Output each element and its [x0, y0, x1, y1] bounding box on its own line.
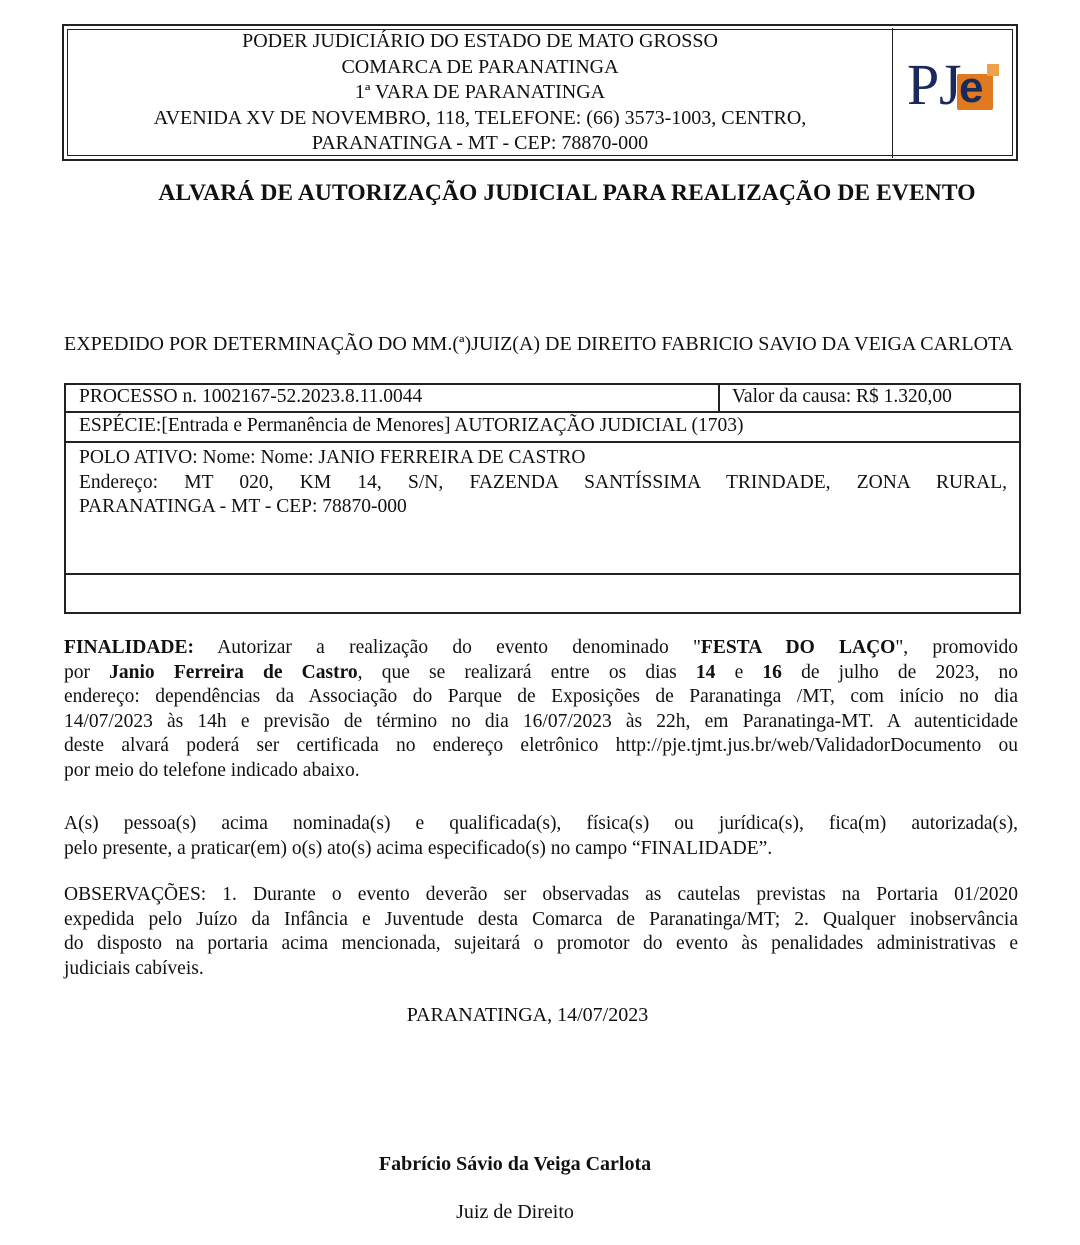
signer-name: Fabrício Sávio da Veiga Carlota [378, 1153, 652, 1175]
finalidade-line-1 [64, 636, 1018, 661]
case-value: Valor da causa: R$ 1.320,00 [718, 383, 1019, 413]
polo-ativo-row [66, 443, 1019, 575]
finalidade-line-5: deste alvará poderá ser certificada no endereço eletrônico http://pje.tjmt.jus.br/web/ValidadorDocumento ou [64, 735, 1018, 756]
finalidade-line-3: endereço: dependências da Associação do Parque de Exposições de Paranatinga /MT, com início no dia [64, 686, 1018, 707]
finalidade-line-4: 14/07/2023 às 14h e previsão de término no dia 16/07/2023 às 22h, em Paranatinga-MT. A autenticidade [64, 710, 1018, 732]
pje-logo [892, 30, 1012, 155]
observacoes-line-1: OBSERVAÇÕES: 1. Durante o evento deverão ser observadas as cautelas previstas na Portaria 01/2020 [64, 884, 1018, 905]
header-line-3: 1ª VARA DE PARANATINGA [354, 81, 606, 103]
process-number: PROCESSO n. 1002167-52.2023.8.11.0044 [79, 386, 423, 407]
finalidade-text: por [64, 661, 90, 683]
observacoes-line-3: do disposto na portaria acima mencionada, sujeitará o promotor do evento às penalidades administrativas e [64, 933, 1018, 954]
finalidade-label: FINALIDADE: [64, 637, 195, 658]
finalidade-line-6: por meio do telefone indicado abaixo. [64, 759, 360, 781]
header-line-1: PODER JUDICIÁRIO DO ESTADO DE MATO GROSSO [242, 30, 718, 52]
polo-ativo-name: POLO ATIVO: Nome: Nome: JANIO FERREIRA DE CASTRO [79, 447, 586, 468]
header-box [62, 24, 1018, 161]
logo-letter-p: P [907, 51, 940, 117]
process-table [64, 383, 1021, 614]
autorizacao-line-2: pelo presente, a praticar(em) o(s) ato(s) acima especificado(s) no campo “FINALIDADE”. [64, 837, 773, 859]
logo-letter-e: e [959, 62, 984, 112]
address-line-2: PARANATINGA - MT - CEP: 78870-000 [79, 496, 407, 517]
header-line-2: COMARCA DE PARANATINGA [341, 55, 619, 78]
address-line-1: Endereço: MT 020, KM 14, S/N, FAZENDA SANTÍSSIMA TRINDADE, ZONA RURAL, [79, 471, 1007, 493]
observacoes-line-4: judiciais cabíveis. [64, 957, 204, 979]
finalidade-text: ", promovido [895, 637, 1019, 658]
observacoes-line-2: expedida pelo Juízo da Infância e Juventude desta Comarca de Paranatinga/MT; 2. Qualquer inobservância [64, 908, 1018, 930]
event-name: FESTA DO LAÇO [700, 637, 896, 658]
signer-role: Juiz de Direito [456, 1201, 574, 1223]
finalidade-text: de julho de 2023, no [801, 661, 1019, 683]
especie-row [66, 413, 1019, 443]
header-line-5: PARANATINGA - MT - CEP: 78870-000 [311, 132, 649, 154]
autorizacao-line-1: A(s) pessoa(s) acima nominada(s) e qualificada(s), física(s) ou jurídica(s), fica(m) autorizada(s), [64, 813, 1018, 834]
process-row [66, 385, 1019, 413]
observacoes-paragraph [64, 883, 1018, 981]
promoter-name: Janio Ferreira de Castro [109, 661, 358, 683]
logo-letter-j: J [939, 51, 962, 117]
finalidade-line-2 [64, 661, 1018, 686]
place-and-date: PARANATINGA, 14/07/2023 [406, 1004, 649, 1026]
case-type: ESPÉCIE:[Entrada e Permanência de Menores] AUTORIZAÇÃO JUDICIAL (1703) [79, 415, 744, 436]
end-day: 16 [762, 661, 782, 683]
header-line-4: AVENIDA XV DE NOVEMBRO, 118, TELEFONE: (66) 3573-1003, CENTRO, [153, 106, 807, 129]
autorizacao-paragraph [64, 812, 1018, 861]
court-header [68, 28, 893, 158]
finalidade-text: e [734, 661, 744, 683]
finalidade-paragraph [64, 636, 1018, 783]
document-title: ALVARÁ DE AUTORIZAÇÃO JUDICIAL PARA REALIZAÇÃO DE EVENTO [158, 180, 976, 206]
polo-ativo-cell [79, 446, 1007, 520]
start-day: 14 [695, 661, 716, 683]
finalidade-text: Autorizar a realização do evento denominado " [217, 637, 701, 658]
pje-logo-icon [907, 51, 997, 124]
expedido-statement: EXPEDIDO POR DETERMINAÇÃO DO MM.(ª)JUIZ(A) DE DIREITO FABRICIO SAVIO DA VEIGA CARLOTA [64, 333, 1014, 355]
finalidade-text: , que se realizará entre os dias [357, 661, 677, 683]
